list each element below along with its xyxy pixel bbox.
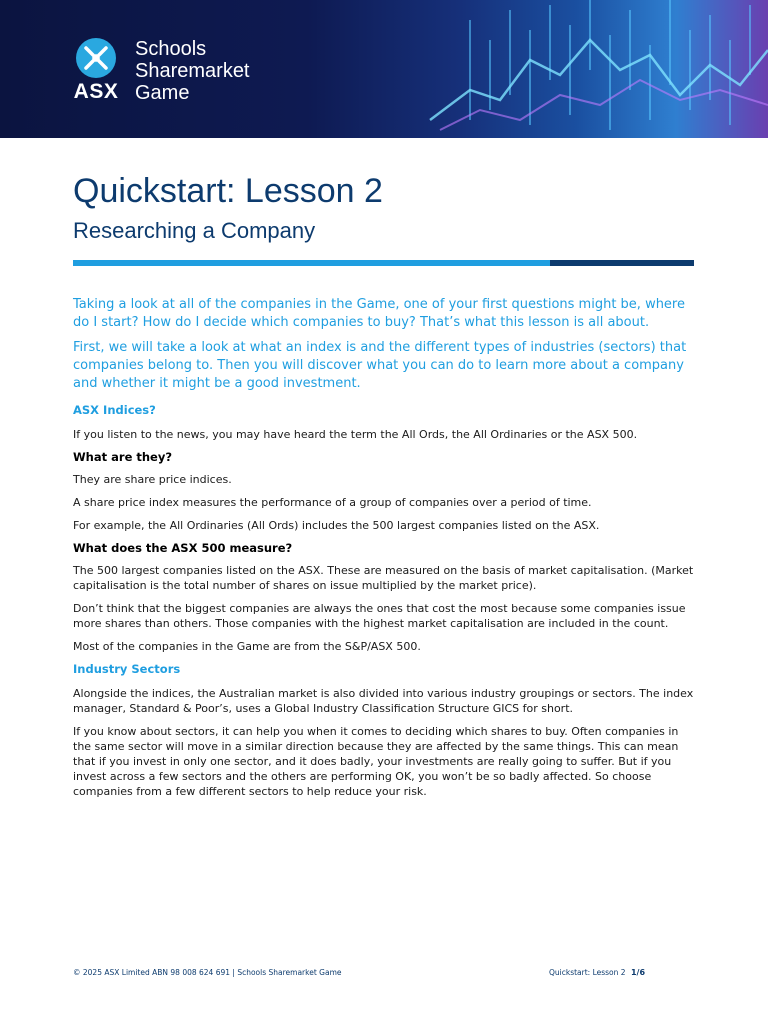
paragraph: They are share price indices. (73, 473, 232, 486)
title-rule-blue (73, 260, 550, 266)
page-title: Quickstart: Lesson 2 (73, 172, 383, 210)
logo-line: Sharemarket (135, 60, 250, 82)
paragraph: For example, the All Ordinaries (All Ords) includes the 500 largest companies listed on the ASX. (73, 519, 600, 532)
intro-paragraph: Taking a look at all of the companies in the Game, one of your first questions might be, where do I start? How do I decide which companies to buy? That’s what this lesson is all about. (73, 297, 685, 330)
footer-lesson-label: Quickstart: Lesson 2 (549, 968, 626, 977)
logo-asx-text: ASX (73, 80, 119, 103)
logo-wordmark (135, 38, 250, 104)
logo-line: Schools (135, 38, 207, 60)
page-subtitle: Researching a Company (73, 218, 316, 243)
paragraph: A share price index measures the performance of a group of companies over a period of time. (73, 496, 592, 509)
paragraph: Alongside the indices, the Australian market is also divided into various industry groupings or sectors. The index manager, Standard & Poor’s, uses a Global Industry Classification Structure GICS for short. (73, 687, 694, 715)
paragraph: If you know about sectors, it can help you when it comes to deciding which shares to buy. Often companies in the same sector will move in a similar direction because they are affected by the same things. This can mean that if you invest in only one sector, and it does badly, your investments are really going to suffer. But if you invest across a few sectors and the others are performing OK, you won’t be so badly affected. So choose companies from a few different sectors to help reduce your risk. (73, 725, 679, 798)
asx-emblem-icon (76, 38, 116, 78)
subheading: What are they? (73, 450, 173, 464)
title-rule-navy (550, 260, 694, 266)
subheading: What does the ASX 500 measure? (73, 541, 293, 555)
page-number: 1/6 (630, 968, 646, 977)
asx-logo[interactable] (74, 38, 250, 104)
footer-page-info (549, 968, 645, 977)
logo-line: Game (135, 82, 190, 104)
header-banner (0, 0, 768, 138)
document-body (73, 296, 695, 807)
footer-copyright: © 2025 ASX Limited ABN 98 008 624 691 | Schools Sharemarket Game (73, 968, 342, 977)
paragraph: Most of the companies in the Game are from the S&P/ASX 500. (73, 640, 421, 653)
intro-paragraph: First, we will take a look at what an index is and the different types of industries (sectors) that companies belong to. Then you will discover what you can do to learn more about a company and whether it might be a good investment. (73, 340, 687, 391)
section-heading: Industry Sectors (73, 662, 181, 676)
paragraph: If you listen to the news, you may have heard the term the All Ords, the All Ordinaries or the ASX 500. (73, 428, 638, 441)
paragraph: The 500 largest companies listed on the ASX. These are measured on the basis of market capitalisation. (Market capitalisation is the total number of shares on issue multiplied by the market price). (73, 564, 694, 592)
paragraph: Don’t think that the biggest companies are always the ones that cost the most because some companies issue more shares than others. Those companies with the highest market capitalisation are included in the count. (73, 602, 686, 630)
section-heading: ASX Indices? (73, 403, 156, 417)
